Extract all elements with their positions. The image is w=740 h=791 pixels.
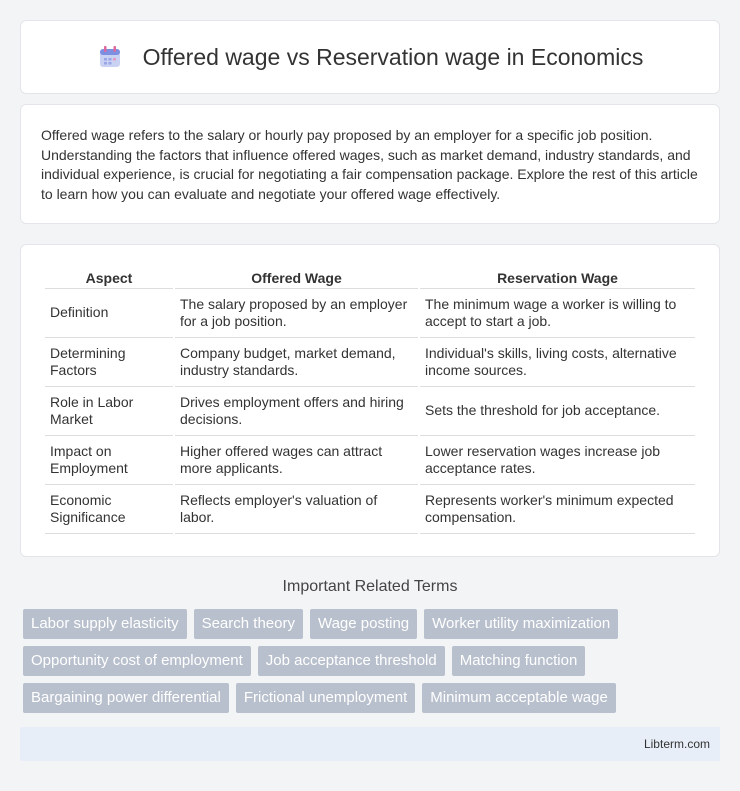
table-cell: Economic Significance <box>45 485 173 534</box>
table-cell: Drives employment offers and hiring decisions. <box>175 387 418 436</box>
intro-text: Offered wage refers to the salary or hourly pay proposed by an employer for a specific job position. Understanding the factors that influence offered wages, such as market demand, industry standards, and individual experience, is crucial for negotiating a fair compensation package. Explore the rest of this article to learn how you can evaluate and negotiate your offered wage effectively. <box>41 127 698 202</box>
comparison-table <box>43 265 697 534</box>
table-header-reservation-wage: Reservation Wage <box>420 265 695 289</box>
tag-job-acceptance-threshold[interactable]: Job acceptance threshold <box>258 646 445 676</box>
tag-minimum-acceptable-wage[interactable]: Minimum acceptable wage <box>422 683 616 713</box>
tag-wage-posting[interactable]: Wage posting <box>310 609 417 639</box>
tag-bargaining-power-differential[interactable]: Bargaining power differential <box>23 683 229 713</box>
table-cell: Definition <box>45 289 173 338</box>
table-cell: Company budget, market demand, industry standards. <box>175 338 418 387</box>
table-cell: Role in Labor Market <box>45 387 173 436</box>
tag-labor-supply-elasticity[interactable]: Labor supply elasticity <box>23 609 187 639</box>
tag-row <box>23 683 723 713</box>
table-row <box>45 436 695 485</box>
tag-row <box>23 646 723 676</box>
table-cell: Sets the threshold for job acceptance. <box>420 387 695 436</box>
page-title: Offered wage vs Reservation wage in Economics <box>142 43 644 70</box>
header-card <box>20 20 720 94</box>
related-terms-title: Important Related Terms <box>282 578 458 595</box>
table-cell: Represents worker's minimum expected compensation. <box>420 485 695 534</box>
table-cell: Impact on Employment <box>45 436 173 485</box>
table-cell: Lower reservation wages increase job acceptance rates. <box>420 436 695 485</box>
table-cell: The minimum wage a worker is willing to accept to start a job. <box>420 289 695 338</box>
table-cell: The salary proposed by an employer for a job position. <box>175 289 418 338</box>
table-cell: Determining Factors <box>45 338 173 387</box>
table-cell: Reflects employer's valuation of labor. <box>175 485 418 534</box>
related-terms-tags <box>23 609 723 720</box>
intro-card <box>20 104 720 224</box>
table-header-row <box>45 265 695 289</box>
table-cell: Higher offered wages can attract more applicants. <box>175 436 418 485</box>
table-row <box>45 338 695 387</box>
table-row <box>45 387 695 436</box>
table-header-offered-wage: Offered Wage <box>175 265 418 289</box>
tag-worker-utility-maximization[interactable]: Worker utility maximization <box>424 609 618 639</box>
tag-frictional-unemployment[interactable]: Frictional unemployment <box>236 683 415 713</box>
tag-search-theory[interactable]: Search theory <box>194 609 303 639</box>
tag-opportunity-cost-of-employment[interactable]: Opportunity cost of employment <box>23 646 251 676</box>
table-row <box>45 289 695 338</box>
tag-matching-function[interactable]: Matching function <box>452 646 586 676</box>
table-header-aspect: Aspect <box>45 265 173 289</box>
table-cell: Individual's skills, living costs, alternative income sources. <box>420 338 695 387</box>
comparison-table-card <box>20 244 720 557</box>
footer <box>20 727 720 761</box>
tag-row <box>23 609 723 639</box>
table-row <box>45 485 695 534</box>
footer-site-link[interactable]: Libterm.com <box>643 737 710 751</box>
calendar-icon <box>97 44 123 70</box>
